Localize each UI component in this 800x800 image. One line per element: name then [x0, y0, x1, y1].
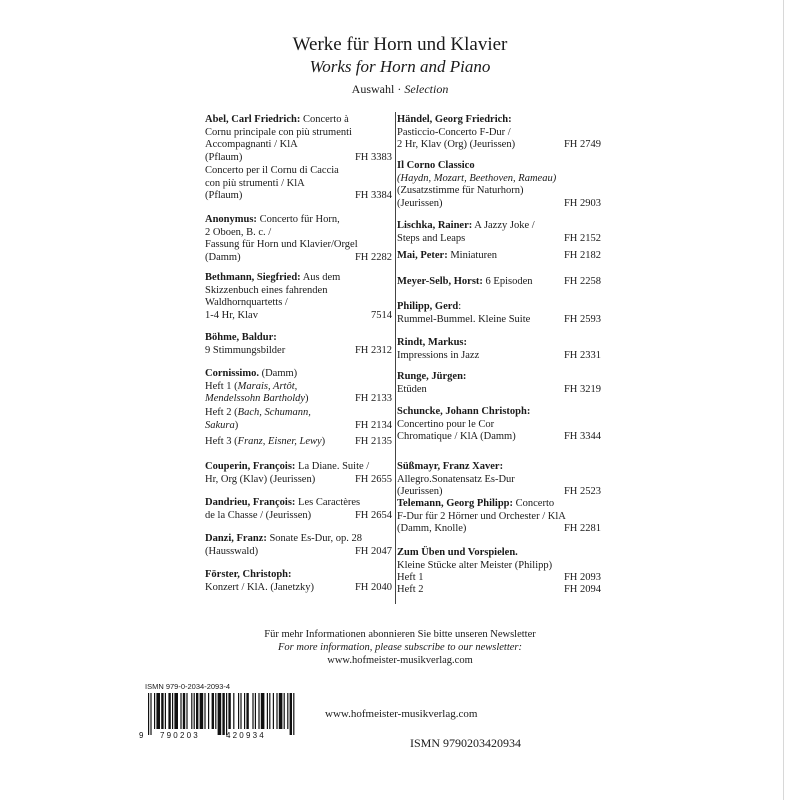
barcode-bar	[222, 693, 224, 735]
catalog-number: FH 3384	[354, 190, 392, 201]
barcode-bar	[279, 693, 283, 729]
entry-line	[397, 461, 604, 474]
barcode-bar	[174, 693, 178, 729]
catalog-number: FH 2331	[563, 349, 601, 361]
barcode-bar	[246, 693, 248, 729]
work-title: (Hausswald)	[205, 545, 259, 557]
work-title: Chromatique / KlA (Damm)	[397, 431, 516, 442]
composer-name: Cornissimo.	[205, 368, 259, 379]
entry-line	[205, 533, 395, 546]
entry-line	[205, 310, 395, 323]
catalog-number: FH 2258	[563, 276, 601, 287]
entry-line	[205, 497, 395, 510]
entry-line	[397, 160, 604, 173]
work-title: (Damm)	[258, 368, 298, 379]
entry-line	[205, 297, 395, 310]
newsletter-note-german: Für mehr Informationen abonnieren Sie bitte unseren Newsletter	[264, 629, 536, 640]
entry-line	[205, 214, 395, 227]
catalog-number: FH 2094	[563, 584, 601, 595]
catalog-number: FH 2282	[354, 251, 392, 263]
work-title: 2 Oboen, B. c. /	[205, 226, 272, 238]
barcode-bar	[212, 693, 214, 729]
entry-line	[397, 220, 604, 233]
entry-line	[205, 332, 395, 345]
composer-name: Lischka, Rainer:	[397, 220, 473, 231]
work-detail: Mendelssohn Bartholdy	[205, 393, 306, 404]
composer-name: Förster, Christoph:	[205, 569, 292, 580]
entry-line	[205, 285, 395, 298]
catalog-number: FH 2047	[354, 545, 392, 557]
catalog-entry	[397, 276, 604, 289]
composer-name: Il Corno Classico	[397, 160, 475, 171]
work-detail: (Haydn, Mozart, Beethoven, Rameau)	[397, 172, 557, 184]
barcode-bar	[186, 693, 187, 729]
catalog-entry	[205, 461, 395, 486]
composer-name: Anonymus:	[205, 214, 257, 225]
barcode-bar	[156, 693, 160, 729]
catalog-number: FH 3383	[354, 151, 392, 163]
catalog-number: FH 2749	[563, 139, 601, 150]
entry-line	[397, 419, 604, 432]
composer-name: Mai, Peter:	[397, 250, 448, 261]
work-detail: Sakura	[205, 419, 235, 431]
newsletter-website-link[interactable]: www.hofmeister-musikverlag.com	[327, 655, 473, 666]
composer-name: Händel, Georg Friedrich:	[397, 114, 512, 125]
entry-line	[397, 127, 604, 140]
catalog-entry	[397, 547, 604, 572]
catalog-entry	[397, 584, 604, 597]
catalog-number: FH 3219	[563, 383, 601, 395]
composer-name: Dandrieu, François:	[205, 497, 296, 508]
entry-line	[205, 368, 395, 381]
catalog-number: FH 2312	[354, 344, 392, 356]
entry-line	[397, 173, 604, 186]
catalog-entry	[205, 407, 395, 432]
composer-name: Meyer-Selb, Horst:	[397, 276, 483, 287]
work-title: Steps and Leaps	[397, 232, 466, 244]
composer-name: Rindt, Markus:	[397, 337, 468, 348]
catalog-number: FH 2654	[354, 509, 392, 521]
work-title: F-Dur für 2 Hörner und Orchester / KlA	[397, 510, 566, 522]
catalog-entry	[397, 250, 604, 263]
catalog-entry	[205, 569, 395, 594]
work-title: Kleine Stücke alter Meister (Philipp)	[397, 559, 553, 571]
work-detail: Marais, Artôt,	[237, 380, 298, 392]
barcode-bar	[261, 693, 265, 729]
composer-name: Schuncke, Johann Christoph:	[397, 406, 531, 417]
entry-line	[205, 381, 395, 394]
catalog-entry	[205, 214, 395, 264]
entry-line	[205, 239, 395, 252]
barcode-bar	[290, 693, 292, 735]
composer-name: Böhme, Baldur:	[205, 332, 277, 343]
barcode-bar	[252, 693, 253, 729]
work-title: Accompagnanti / KlA	[205, 139, 298, 150]
entry-line	[205, 127, 395, 140]
barcode-bars	[148, 693, 294, 735]
entry-line	[397, 498, 604, 511]
barcode-bar	[204, 693, 205, 729]
catalog-number: FH 3344	[563, 431, 601, 442]
work-title: Les Caractères	[295, 497, 361, 508]
work-title: Cornu principale con più strumenti	[205, 126, 352, 138]
barcode-bar	[228, 693, 230, 729]
work-title: Fassung für Horn und Klavier/Orgel	[205, 239, 358, 250]
work-title: La Diane. Suite /	[295, 461, 370, 472]
catalog-entry	[397, 114, 604, 152]
entry-line	[397, 337, 604, 350]
barcode-bar	[191, 693, 192, 729]
page-subtitle	[0, 82, 800, 97]
work-title: Waldhornquartetts /	[205, 297, 288, 308]
work-title: Skizzenbuch eines fahrenden	[205, 284, 328, 296]
catalog-number: FH 2135	[354, 436, 392, 447]
work-title: Concerto	[513, 498, 555, 509]
subtitle-english: Selection	[404, 82, 449, 96]
catalog-entry	[205, 533, 395, 558]
barcode-bar	[287, 693, 288, 729]
publisher-website-link[interactable]: www.hofmeister-musikverlag.com	[325, 708, 478, 720]
work-title: Heft 3 (	[205, 436, 238, 447]
entry-line	[205, 272, 395, 285]
composer-name: Danzi, Franz:	[205, 533, 267, 544]
barcode-digits-left: 790203	[160, 731, 200, 740]
work-title: de la Chasse / (Jeurissen)	[205, 509, 312, 521]
entry-line	[397, 185, 604, 198]
work-detail: Bach, Schumann,	[237, 407, 311, 418]
catalog-number: FH 2133	[354, 393, 392, 404]
composer-name: Zum Üben und Vorspielen.	[397, 547, 518, 558]
catalog-number: 7514	[371, 309, 392, 321]
catalog-entry	[205, 368, 395, 406]
work-title: (Damm, Knolle)	[397, 523, 467, 534]
catalog-entry	[397, 371, 604, 396]
composer-name: Philipp, Gerd	[397, 301, 459, 312]
composer-name: Bethmann, Siegfried:	[205, 272, 301, 283]
entry-line	[205, 178, 395, 191]
barcode-bar	[161, 693, 163, 729]
barcode-bar	[240, 693, 241, 729]
work-title: (Damm)	[205, 251, 241, 263]
barcode-bar	[180, 693, 181, 729]
page-title-english: Works for Horn and Piano	[309, 57, 491, 76]
barcode-bar	[194, 693, 195, 729]
entry-line	[397, 114, 604, 127]
work-title: Impressions in Jazz	[397, 349, 480, 361]
work-title: A Jazzy Joke /	[472, 220, 535, 231]
barcode-bar	[168, 693, 170, 729]
barcode	[138, 693, 298, 741]
work-title: Heft 1	[397, 572, 424, 583]
entry-line	[205, 461, 395, 474]
barcode-bar	[276, 693, 277, 729]
work-title: )	[234, 419, 239, 431]
entry-line	[205, 569, 395, 582]
barcode-bar	[255, 693, 256, 729]
barcode-bar	[267, 693, 268, 729]
catalog-entry	[205, 272, 395, 322]
work-title: (Jeurissen)	[397, 486, 443, 497]
work-title: )	[321, 436, 326, 447]
catalog-number: FH 2093	[563, 572, 601, 583]
work-title: (Jeurissen)	[397, 197, 443, 209]
catalog-number: FH 2593	[563, 313, 601, 325]
barcode-bar	[172, 693, 173, 729]
work-title: Etüden	[397, 383, 427, 395]
catalog-number: FH 2523	[563, 486, 601, 497]
catalog-number: FH 2903	[563, 197, 601, 209]
catalog-entry	[205, 165, 395, 203]
work-title: Heft 1 (	[205, 380, 238, 392]
work-title: con più strumenti / KlA	[205, 177, 305, 189]
catalog-entry	[397, 301, 604, 326]
catalog-entry	[397, 572, 604, 585]
work-detail: Franz, Eisner, Lewy	[237, 436, 322, 447]
ismn-label-small: ISMN 979-0-2034-2093-4	[145, 682, 231, 691]
work-title: Hr, Org (Klav) (Jeurissen)	[205, 473, 316, 485]
work-title: Aus dem	[300, 272, 341, 283]
work-title: Konzert / KlA. (Janetzky)	[205, 581, 315, 593]
catalog-entry	[397, 498, 604, 536]
entry-line	[205, 165, 395, 178]
work-title: 6 Episoden	[482, 276, 533, 287]
barcode-bar	[150, 693, 151, 735]
barcode-bar	[226, 693, 227, 735]
barcode-bar	[154, 693, 155, 729]
composer-name: Abel, Carl Friedrich:	[205, 114, 301, 125]
work-title: Allegro.Sonatensatz Es-Dur	[397, 473, 515, 485]
subtitle-separator: ·	[394, 82, 405, 96]
entry-line	[397, 474, 604, 487]
work-title: Heft 2	[397, 584, 424, 595]
barcode-bar	[293, 693, 294, 735]
composer-name: Couperin, François:	[205, 461, 296, 472]
catalog-entry	[205, 436, 395, 449]
catalog-entry	[397, 160, 604, 210]
barcode-bar	[200, 693, 204, 729]
catalog-entry	[397, 461, 604, 499]
column-divider	[395, 112, 396, 604]
composer-name: Süßmayr, Franz Xaver:	[397, 461, 504, 472]
barcode-bar	[196, 693, 198, 729]
work-title: 1-4 Hr, Klav	[205, 309, 258, 321]
catalog-entry	[397, 220, 604, 245]
work-title: (Pflaum)	[205, 190, 243, 201]
barcode-bar	[183, 693, 185, 729]
composer-name: Runge, Jürgen:	[397, 371, 467, 382]
entry-line	[397, 301, 604, 314]
catalog-entry	[205, 114, 395, 164]
work-title: Rummel-Bummel. Kleine Suite	[397, 313, 531, 325]
work-title: Heft 2 (	[205, 407, 238, 418]
barcode-bar	[284, 693, 285, 729]
catalog-number: FH 2655	[354, 473, 392, 485]
barcode-bar	[233, 693, 234, 729]
catalog-number: FH 2134	[354, 419, 392, 431]
entry-line	[205, 114, 395, 127]
catalog-entry	[205, 497, 395, 522]
page-title: Werke für Horn und Klavier	[292, 34, 508, 55]
entry-line	[397, 560, 604, 573]
work-title: (Pflaum)	[205, 151, 243, 163]
barcode-bar	[165, 693, 166, 729]
entry-line	[397, 511, 604, 524]
barcode-digits-right: 420934	[226, 731, 266, 740]
barcode-bar	[269, 693, 270, 729]
barcode-bar	[273, 693, 274, 729]
barcode-bar	[258, 693, 259, 729]
ismn-label-large: ISMN 9790203420934	[410, 736, 522, 750]
work-title: :	[458, 301, 462, 312]
barcode-digit-lead: 9	[139, 731, 144, 740]
newsletter-note-english: For more information, please subscribe to our newsletter:	[277, 642, 522, 653]
work-title: Concerto per il Cornu di Caccia	[205, 165, 339, 176]
composer-name: Telemann, Georg Philipp:	[397, 498, 513, 509]
entry-line	[397, 371, 604, 384]
entry-line	[205, 227, 395, 240]
work-title: (Zusatzstimme für Naturhorn)	[397, 185, 524, 196]
catalog-number: FH 2152	[563, 232, 601, 244]
entry-line	[205, 139, 395, 152]
work-title: 2 Hr, Klav (Org) (Jeurissen)	[397, 139, 516, 150]
work-title: Concertino pour le Cor	[397, 418, 495, 430]
barcode-bar	[238, 693, 239, 729]
entry-line	[397, 547, 604, 560]
work-title: Sonate Es-Dur, op. 28	[266, 533, 363, 544]
work-title: )	[305, 393, 309, 404]
work-title: Pasticcio-Concerto F-Dur /	[397, 126, 511, 138]
barcode-bar	[218, 693, 222, 735]
barcode-bar	[215, 693, 216, 729]
catalog-entry	[205, 332, 395, 357]
catalog-entry	[397, 406, 604, 444]
work-title: 9 Stimmungsbilder	[205, 344, 286, 356]
subtitle-german: Auswahl	[351, 82, 395, 96]
barcode-bar	[148, 693, 149, 735]
page-edge	[783, 0, 784, 800]
entry-line	[205, 407, 395, 420]
work-title: Concerto für Horn,	[256, 214, 340, 225]
catalog-number: FH 2281	[563, 523, 601, 534]
barcode-bar	[244, 693, 245, 729]
catalog-number: FH 2182	[563, 250, 601, 261]
catalog-entry	[397, 337, 604, 362]
work-title: Concerto à	[300, 114, 349, 125]
work-title: Miniaturen	[447, 250, 497, 261]
barcode-bar	[208, 693, 209, 729]
entry-line	[397, 406, 604, 419]
catalog-number: FH 2040	[354, 581, 392, 593]
